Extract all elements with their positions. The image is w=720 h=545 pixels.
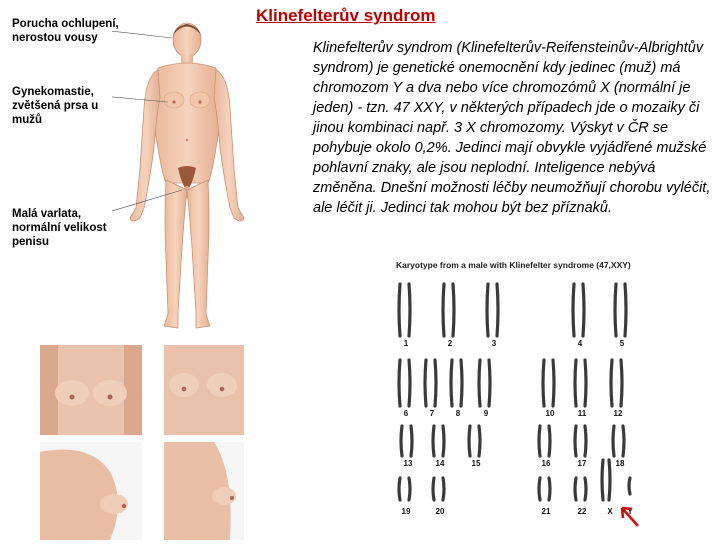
chromosome-number-17: 17 (577, 459, 587, 468)
chromosome-10 (543, 360, 544, 406)
chromosome-22 (585, 478, 586, 500)
chromosome-8 (461, 360, 462, 406)
chromosome-7 (425, 360, 426, 406)
chromosome-number-8: 8 (455, 409, 461, 418)
chromosome-1 (399, 284, 400, 336)
chromosome-15 (469, 426, 470, 456)
description-paragraph: Klinefelterův syndrom (Klinefelterův-Reifensteinův-Albrightův syndrom) je genetické onemocnění kdy jedinec (muž) má chromozom Y a dva nebo více chromozómů X (normální je jeden) - tzn. 47 XXY, v některých případech jde o mozaiky či jinou kombinaci např. 3 X chromozomy. Výskyt v ČR se pohybuje okolo 0,2%. Jedinci mají obvykle vyjádřené mužské pohlavní znaky, ale jsou neplodní. Inteligence nebývá změněna. Dnešní možnosti léčby neumožňují chorobu vyléčit, ale léčit ji. Jedinci tak mohou být bez příznaků. (313, 40, 711, 216)
chromosome-20 (433, 478, 434, 500)
chest-photo-front (40, 345, 142, 435)
chromosome-X (609, 460, 610, 500)
chromosome-9 (489, 360, 490, 406)
chromosome-12 (621, 360, 622, 406)
label-hair: Porucha ochlupení, nerostou vousy (12, 18, 119, 44)
karyotype-chromosomes (370, 256, 650, 540)
chromosome-number-4: 4 (577, 339, 583, 348)
chromosome-2 (443, 284, 444, 336)
chest-photo-side-2 (164, 442, 244, 540)
chromosome-20 (443, 478, 444, 500)
chromosome-16 (549, 426, 550, 456)
chromosome-11 (585, 360, 586, 406)
chromosome-7 (435, 360, 436, 406)
chromosome-number-11: 11 (577, 409, 587, 418)
chromosome-1 (409, 284, 410, 336)
label-testes: Malá varlata, normální velikost penisu (12, 208, 107, 248)
body-illustration (0, 0, 250, 540)
chromosome-number-5: 5 (619, 339, 625, 348)
chromosome-10 (553, 360, 554, 406)
chromosome-number-7: 7 (429, 409, 435, 418)
chromosome-6 (399, 360, 400, 406)
chromosome-8 (451, 360, 452, 406)
chromosome-18 (623, 426, 624, 456)
chromosome-number-19: 19 (401, 507, 411, 516)
chromosome-13 (401, 426, 402, 456)
chromosome-14 (443, 426, 444, 456)
chromosome-number-1: 1 (403, 339, 409, 348)
chromosome-18 (613, 426, 614, 456)
male-body-figure (112, 18, 262, 338)
chromosome-12 (611, 360, 612, 406)
chromosome-2 (453, 284, 454, 336)
chromosome-19 (409, 478, 410, 500)
chromosome-16 (539, 426, 540, 456)
chromosome-6 (409, 360, 410, 406)
chromosome-number-14: 14 (435, 459, 445, 468)
chromosome-number-3: 3 (491, 339, 497, 348)
karyotype-figure (370, 256, 650, 540)
chromosome-Y (629, 478, 630, 494)
chromosome-11 (575, 360, 576, 406)
chromosome-19 (399, 478, 400, 500)
chromosome-3 (497, 284, 498, 336)
chromosome-number-2: 2 (447, 339, 453, 348)
chromosome-number-15: 15 (471, 459, 481, 468)
chromosome-X (602, 460, 603, 500)
chromosome-9 (479, 360, 480, 406)
chromosome-22 (575, 478, 576, 500)
chromosome-21 (539, 478, 540, 500)
chromosome-number-16: 16 (541, 459, 551, 468)
chromosome-number-12: 12 (613, 409, 623, 418)
chromosome-number-22: 22 (577, 507, 587, 516)
chromosome-number-18: 18 (615, 459, 625, 468)
chromosome-3 (487, 284, 488, 336)
chromosome-5 (615, 284, 616, 336)
page-title: Klinefelterův syndrom (256, 6, 436, 25)
chromosome-number-20: 20 (435, 507, 445, 516)
chromosome-number-9: 9 (483, 409, 489, 418)
chromosome-number-Y: Y (627, 507, 633, 516)
chromosome-4 (583, 284, 584, 336)
chest-photo-front-2 (164, 345, 244, 435)
chromosome-17 (585, 426, 586, 456)
label-gynecomastia: Gynekomastie, zvětšená prsa u mužů (12, 86, 99, 126)
chromosome-21 (549, 478, 550, 500)
chromosome-number-21: 21 (541, 507, 551, 516)
chromosome-number-10: 10 (545, 409, 555, 418)
chromosome-14 (433, 426, 434, 456)
chromosome-4 (573, 284, 574, 336)
chromosome-number-X: X (607, 507, 613, 516)
chromosome-15 (479, 426, 480, 456)
chest-photo-side (40, 442, 142, 540)
chromosome-number-13: 13 (403, 459, 413, 468)
chromosome-17 (575, 426, 576, 456)
chromosome-number-6: 6 (403, 409, 409, 418)
karyotype-title: Karyotype from a male with Klinefelter syndrome (47,XXY) (396, 260, 631, 270)
chromosome-13 (411, 426, 412, 456)
chromosome-5 (625, 284, 626, 336)
